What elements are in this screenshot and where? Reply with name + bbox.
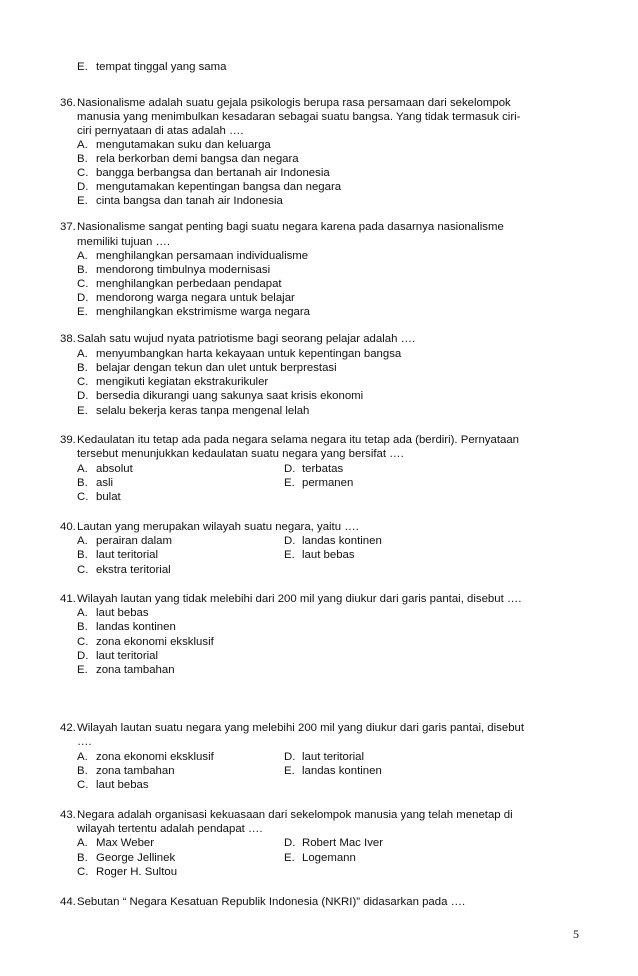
option-letter: A.	[77, 837, 88, 849]
question-text: memiliki tujuan ….	[77, 236, 171, 248]
question-text: Sebutan “ Negara Kesatuan Republik Indonesia (NKRI)” didasarkan pada ….	[77, 896, 466, 908]
question-number: 42.	[60, 722, 76, 734]
option-text: asli	[96, 477, 114, 489]
option-letter: A.	[77, 139, 88, 151]
option-letter: B.	[77, 477, 88, 489]
option-letter: C.	[77, 779, 89, 791]
option-text: Roger H. Sultou	[96, 866, 178, 878]
option-text: laut bebas	[302, 549, 355, 561]
option-text: permanen	[302, 477, 354, 489]
option-letter: E.	[77, 664, 88, 676]
option-text: landas kontinen	[302, 765, 382, 777]
option-letter: B.	[77, 264, 88, 276]
option-text: terbatas	[302, 463, 344, 475]
question-text: manusia yang menimbulkan kesadaran sebagai suatu bangsa. Yang tidak termasuk ciri-	[77, 111, 521, 123]
question-number: 40.	[60, 521, 76, 533]
option-text: zona ekonomi eksklusif	[96, 636, 214, 648]
option-letter: D.	[77, 390, 89, 402]
question-text: Salah satu wujud nyata patriotisme bagi seorang pelajar adalah ….	[77, 333, 416, 345]
option-text: selalu bekerja keras tanpa mengenal lelah	[96, 405, 310, 417]
option-letter: E.	[284, 477, 295, 489]
question-text: Lautan yang merupakan wilayah suatu negara, yaitu ….	[77, 521, 359, 533]
option-text: laut teritorial	[96, 549, 159, 561]
option-letter: E.	[77, 61, 88, 73]
option-letter: B.	[77, 549, 88, 561]
option-text: Max Weber	[96, 837, 155, 849]
option-text: laut bebas	[96, 607, 149, 619]
option-text: bangga berbangsa dan bertanah air Indonesia	[96, 167, 330, 179]
option-letter: C.	[77, 376, 89, 388]
question-number: 43.	[60, 809, 76, 821]
option-text: landas kontinen	[96, 621, 176, 633]
option-text: Logemann	[302, 852, 356, 864]
option-letter: C.	[77, 866, 89, 878]
option-letter: B.	[77, 765, 88, 777]
question-text: Kedaulatan itu tetap ada pada negara selama negara itu tetap ada (berdiri). Pernyataan	[77, 434, 520, 446]
question-text: Nasionalisme sangat penting bagi suatu negara karena pada dasarnya nasionalisme	[77, 221, 504, 233]
option-text: menyumbangkan harta kekayaan untuk kepentingan bangsa	[96, 348, 402, 360]
option-text: menghilangkan ekstrimisme warga negara	[96, 306, 310, 318]
question-number: 38.	[60, 333, 76, 345]
option-letter: B.	[77, 362, 88, 374]
option-letter: C.	[77, 564, 89, 576]
option-text: cinta bangsa dan tanah air Indonesia	[96, 195, 283, 207]
option-letter: A.	[77, 250, 88, 262]
option-text: laut teritorial	[302, 751, 365, 763]
option-text: belajar dengan tekun dan ulet untuk berprestasi	[96, 362, 337, 374]
option-letter: A.	[77, 348, 88, 360]
option-letter: D.	[284, 463, 296, 475]
option-letter: B.	[77, 153, 88, 165]
option-text: rela berkorban demi bangsa dan negara	[96, 153, 299, 165]
option-text: perairan dalam	[96, 535, 172, 547]
question-text: Wilayah lautan yang tidak melebihi dari 200 mil yang diukur dari garis pantai, disebut ….	[77, 593, 522, 605]
option-letter: C.	[77, 278, 89, 290]
option-letter: C.	[77, 167, 89, 179]
option-letter: A.	[77, 607, 88, 619]
question-text: ciri pernyataan di atas adalah ….	[77, 125, 244, 137]
option-text: laut teritorial	[96, 650, 159, 662]
question-text: tersebut menunjukkan kedaulatan suatu negara yang bersifat ….	[77, 448, 404, 460]
option-letter: E.	[284, 852, 295, 864]
option-letter: D.	[77, 181, 89, 193]
option-letter: E.	[284, 765, 295, 777]
question-number: 37.	[60, 221, 76, 233]
option-text: bersedia dikurangi uang sakunya saat krisis ekonomi	[96, 390, 364, 402]
option-text: mengutamakan kepentingan bangsa dan negara	[96, 181, 342, 193]
option-letter: E.	[77, 405, 88, 417]
option-letter: E.	[77, 306, 88, 318]
question-text: Wilayah lautan suatu negara yang melebihi 200 mil yang diukur dari garis pantai, disebut	[77, 722, 525, 734]
question-number: 36.	[60, 97, 76, 109]
option-letter: D.	[284, 535, 296, 547]
option-text: zona tambahan	[96, 664, 175, 676]
option-letter: E.	[77, 195, 88, 207]
question-number: 41.	[60, 593, 76, 605]
option-text: laut bebas	[96, 779, 149, 791]
page-number: 5	[573, 927, 579, 941]
question-text: ….	[77, 736, 92, 748]
option-text: tempat tinggal yang sama	[96, 61, 227, 73]
option-text: zona ekonomi eksklusif	[96, 751, 214, 763]
option-letter: D.	[77, 292, 89, 304]
option-text: absolut	[96, 463, 133, 475]
option-letter: D.	[77, 650, 89, 662]
option-letter: B.	[77, 852, 88, 864]
question-number: 44.	[60, 896, 76, 908]
option-text: Robert Mac Iver	[302, 837, 384, 849]
option-text: mendorong timbulnya modernisasi	[96, 264, 271, 276]
option-letter: E.	[284, 549, 295, 561]
option-text: zona tambahan	[96, 765, 175, 777]
question-number: 39.	[60, 434, 76, 446]
option-letter: C.	[77, 636, 89, 648]
option-letter: A.	[77, 463, 88, 475]
option-text: menghilangkan perbedaan pendapat	[96, 278, 282, 290]
option-text: mendorong warga negara untuk belajar	[96, 292, 295, 304]
option-text: mengikuti kegiatan ekstrakurikuler	[96, 376, 269, 388]
option-letter: D.	[284, 751, 296, 763]
option-letter: B.	[77, 621, 88, 633]
option-text: menghilangkan persamaan individualisme	[96, 250, 309, 262]
option-letter: D.	[284, 837, 296, 849]
question-text: Negara adalah organisasi kekuasaan dari sekelompok manusia yang telah menetap di	[77, 809, 513, 821]
option-text: mengutamakan suku dan keluarga	[96, 139, 271, 151]
option-text: ekstra teritorial	[96, 564, 171, 576]
option-text: George Jellinek	[96, 852, 176, 864]
option-text: landas kontinen	[302, 535, 382, 547]
option-letter: A.	[77, 751, 88, 763]
question-text: Nasionalisme adalah suatu gejala psikologis berupa rasa persamaan dari sekelompok	[77, 97, 511, 109]
option-letter: C.	[77, 491, 89, 503]
option-letter: A.	[77, 535, 88, 547]
option-text: bulat	[96, 491, 121, 503]
question-text: wilayah tertentu adalah pendapat ….	[77, 823, 263, 835]
